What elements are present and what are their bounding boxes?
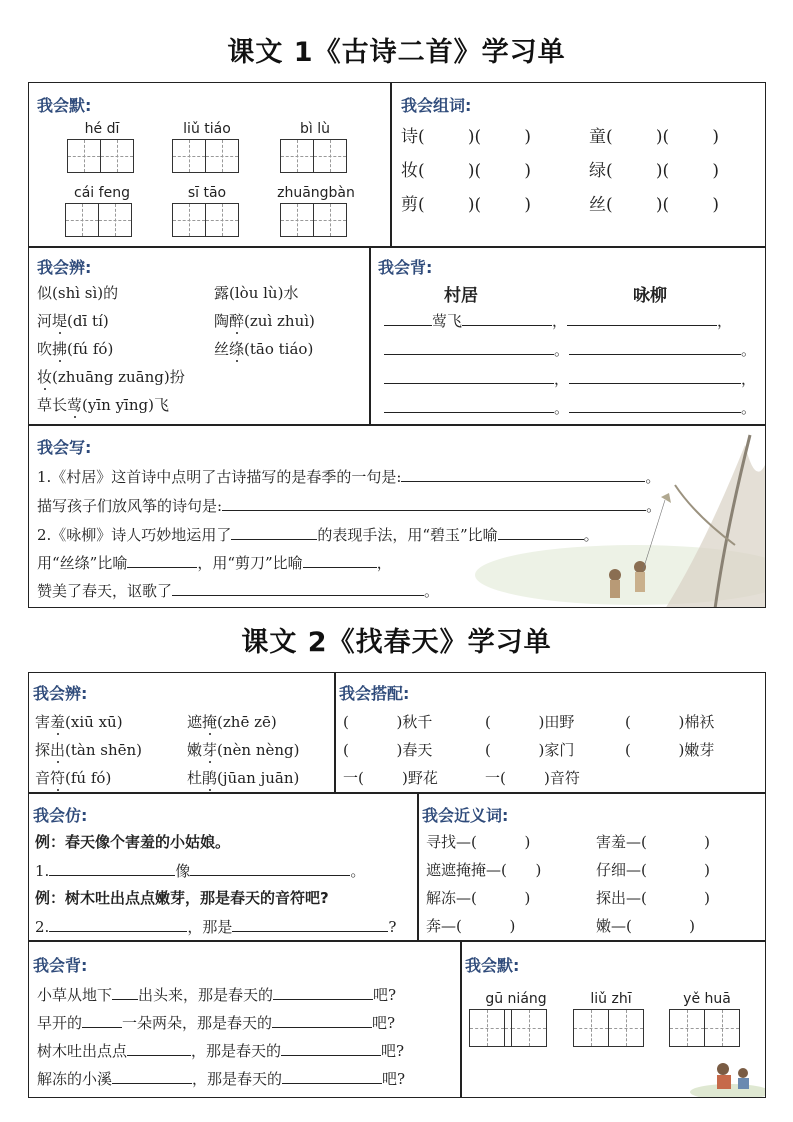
l2-mo-grid-1b[interactable] [507,1009,546,1047]
l2-bei-heading: 我会背: [33,956,88,975]
bian-item: 妆(zhuāng zuāng)扮 [37,368,185,386]
children-illustration [685,1047,765,1097]
l2-bian-box [28,672,336,794]
bian-item: 遮掩(zhē zē) [187,713,277,731]
xie-line-3[interactable]: 2.《咏柳》诗人巧妙地运用了 的表现手法，用“碧玉”比喻 。 [37,526,599,544]
l1-mo-pinyin-3: bì lù [300,121,330,137]
bei-line-4[interactable]: 。 。 [384,398,756,417]
l1-mo-pinyin-1: hé dī [84,121,120,137]
l2-bei-line-1[interactable]: 小草从地下 出头来，那是春天的 吧? [37,986,397,1004]
xie-line-5[interactable]: 赞美了春天，讴歌了 。 [37,582,440,600]
zuci-item[interactable]: 诗( )( ) [401,127,531,147]
l1-mo-pinyin-4: cái feng [74,185,130,201]
lesson1-title: 课文 1《古诗二首》学习单 [227,37,566,68]
bian-item: 杜鹃(jūan juān) [187,769,300,787]
bei-line-2[interactable]: 。 。 [384,340,756,359]
l2-bei-box [28,940,462,1098]
dapei-item[interactable]: 一( )野花 [343,769,438,787]
zuci-item[interactable]: 剪( )( ) [401,195,531,215]
fang-example-1: 例：春天像个害羞的小姑娘。 [35,833,231,851]
l2-bian-heading: 我会辨: [33,684,88,703]
l1-mo-grid-4[interactable] [65,203,131,237]
kite-illustration [465,425,765,608]
bei-line-3[interactable]: ， ， [384,369,756,388]
bian-item: 露(lòu lù)水 [214,284,299,302]
l2-mo-pinyin-1: gū niáng [485,991,547,1007]
bian-item: 似(shì sì)的 [37,284,119,302]
xie-line-4[interactable]: 用“丝绦”比喻 ，用“剪刀”比喻 ， [37,554,392,572]
zuci-item[interactable]: 绿( )( ) [589,161,719,181]
xie-line-2[interactable]: 描写孩子们放风筝的诗句是: 。 [37,497,662,515]
bian-item: 河堤(dī tí) [37,312,109,330]
xie-line-1[interactable]: 1.《村居》这首诗中点明了古诗描写的是春季的一句是: 。 [37,468,661,486]
dapei-item[interactable]: ( )棉袄 [625,713,715,731]
l2-mo-pinyin-3: yě huā [683,991,731,1007]
l2-mo-pinyin-2: liǔ zhī [590,991,632,1007]
dapei-item[interactable]: ( )秋千 [343,713,433,731]
l1-mo-pinyin-6: zhuāngbàn [277,185,355,201]
l2-jinyi-box [417,792,766,942]
l1-bian-box [28,246,371,426]
dapei-item[interactable]: ( )家门 [485,741,575,759]
l1-mo-pinyin-5: sī tāo [187,185,227,201]
l1-mo-pinyin-2: liǔ tiáo [183,121,231,137]
l2-bei-line-4[interactable]: 解冻的小溪 ，那是春天的 吧? [37,1070,406,1088]
l1-xie-box [28,424,766,608]
fang-question-2[interactable]: 2. ，那是 ? [35,918,397,936]
l2-mo-grid-2[interactable] [573,1009,643,1047]
jinyi-item[interactable]: 解冻—( ) [426,889,531,907]
l2-mo-box [460,940,766,1098]
l2-mo-grid-3[interactable] [669,1009,739,1047]
jinyi-item[interactable]: 寻找—( ) [426,833,531,851]
bian-item: 陶醉(zuì zhuì) [214,312,315,330]
dapei-item[interactable]: ( )春天 [343,741,433,759]
poem-title-cunju: 村居 [444,286,478,306]
l2-mo-heading: 我会默: [465,956,520,975]
lesson2-title: 课文 2《找春天》学习单 [241,627,552,658]
dapei-item[interactable]: ( )田野 [485,713,575,731]
bian-item: 丝绦(tāo tiáo) [214,340,314,358]
l2-bei-line-2[interactable]: 早开的 一朵两朵，那是春天的 吧? [37,1014,396,1032]
bei-line-1[interactable]: 莺飞 ， ， [384,311,732,330]
fang-example-2: 例：树木吐出点点嫩芽，那是春天的音符吧? [35,889,329,907]
l2-fang-heading: 我会仿: [33,806,88,825]
l1-mo-grid-1[interactable] [67,139,133,173]
zuci-item[interactable]: 童( )( ) [589,127,719,147]
l1-mo-grid-5[interactable] [172,203,238,237]
l1-xie-heading: 我会写: [37,438,92,457]
l1-mo-heading: 我会默: [37,96,92,115]
l2-dapei-heading: 我会搭配: [339,684,410,703]
l1-zuci-box [390,82,766,248]
l1-mo-grid-2[interactable] [172,139,238,173]
jinyi-item[interactable]: 嫩—( ) [596,917,695,935]
l2-fang-box [28,792,419,942]
l2-bei-line-3[interactable]: 树木吐出点点 ，那是春天的 吧? [37,1042,405,1060]
zuci-item[interactable]: 妆( )( ) [401,161,531,181]
l1-bei-box [369,246,766,426]
bian-item: 害羞(xiū xū) [35,713,123,731]
jinyi-item[interactable]: 奔—( ) [426,917,516,935]
zuci-item[interactable]: 丝( )( ) [589,195,719,215]
bian-item: 草长莺(yīn yīng)飞 [37,396,169,414]
l1-zuci-heading: 我会组词: [401,96,472,115]
l1-bei-heading: 我会背: [378,258,433,277]
bian-item: 嫩芽(nèn nèng) [187,741,300,759]
bian-item: 音符(fú fó) [35,769,112,787]
l1-mo-box [28,82,392,248]
fang-question-1[interactable]: 1. 像 。 [35,862,366,880]
jinyi-item[interactable]: 遮遮掩掩—( ) [426,861,542,879]
poem-title-yongliu: 咏柳 [633,286,667,306]
bian-item: 吹拂(fú fó) [37,340,114,358]
dapei-item[interactable]: ( )嫩芽 [625,741,715,759]
jinyi-item[interactable]: 仔细—( ) [596,861,710,879]
dapei-item[interactable]: 一( )音符 [485,769,580,787]
l1-mo-grid-6[interactable] [280,203,346,237]
l1-bian-heading: 我会辨: [37,258,92,277]
l1-mo-grid-3[interactable] [280,139,346,173]
l2-dapei-box [334,672,766,794]
jinyi-item[interactable]: 害羞—( ) [596,833,710,851]
l2-jinyi-heading: 我会近义词: [422,806,509,825]
bian-item: 探出(tàn shēn) [35,741,143,759]
jinyi-item[interactable]: 探出—( ) [596,889,710,907]
